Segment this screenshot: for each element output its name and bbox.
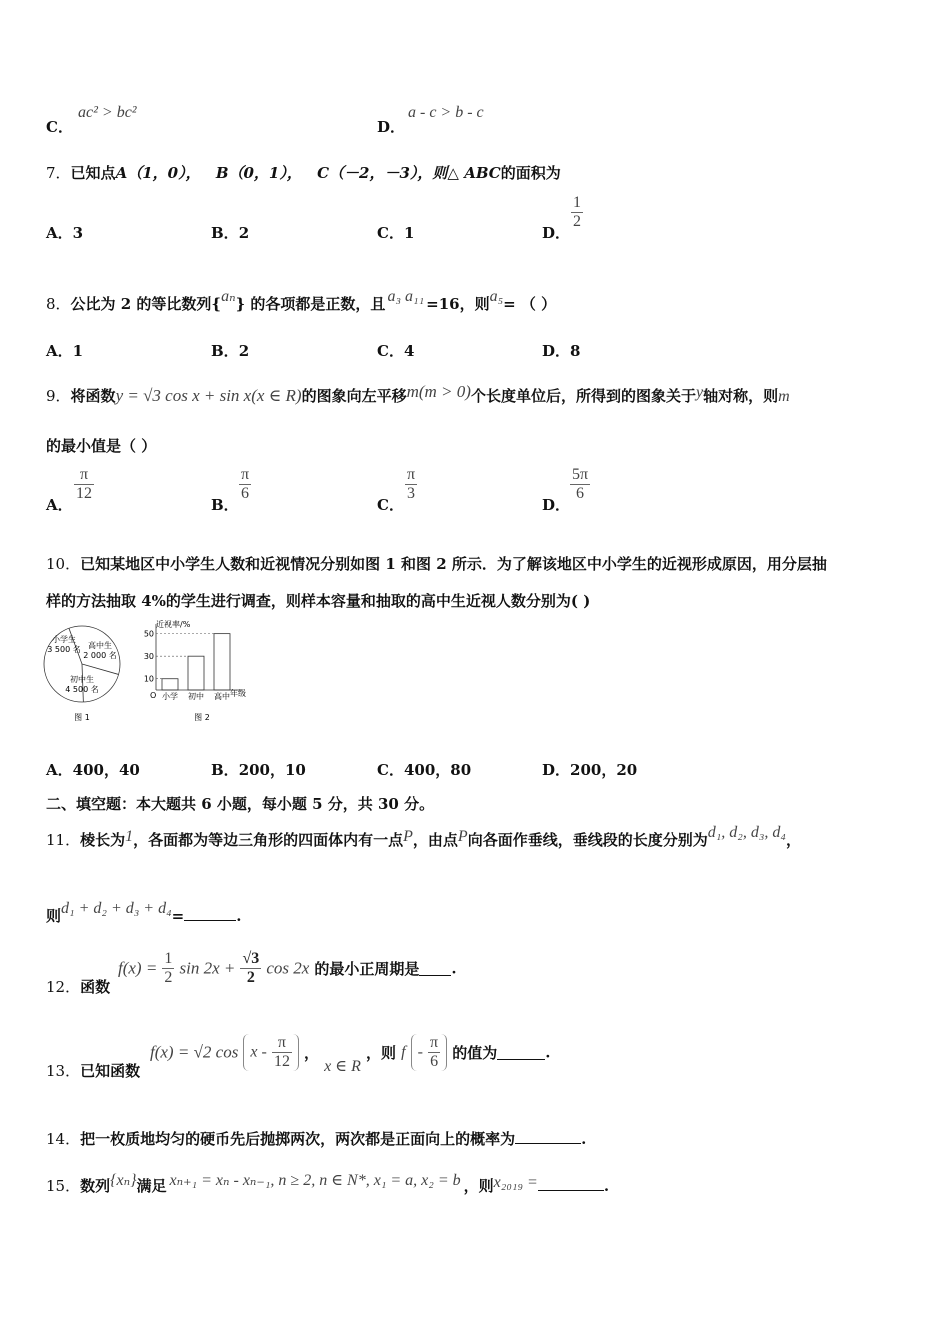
- q13-formula: f(x) = √2 cos x - $\frac{\pi}{12}$ ， x ∈ R ，则 f - $\frac{\pi}{6}$ 的值为 .: [150, 1034, 551, 1075]
- q9-option-d: D．: [542, 496, 571, 514]
- q10-option-d: D．200，20: [542, 761, 638, 779]
- q7-option-b: B．2: [211, 224, 250, 242]
- q13-paren-2: - $\frac{\pi}{6}$: [411, 1034, 448, 1071]
- bar-ytick-0: 10: [143, 674, 154, 684]
- bar-1: [188, 656, 204, 690]
- figure-2-bar-chart: [142, 618, 252, 724]
- pie-sub-middle: 4 500 名: [65, 685, 99, 694]
- q15-answer-blank[interactable]: [538, 1176, 604, 1191]
- question-15: 15．数列{xₙ}满足 xₙ₊₁ = xₙ - xₙ₋₁, n ≥ 2, n ∈ N*, x₁ = a, x₂ = b ，则x₂₀₁₉ = .: [46, 1172, 610, 1195]
- q9-option-c-fraction: $\frac{\pi}{3}$: [407, 466, 416, 502]
- q9-option-c: C．: [377, 496, 404, 514]
- q7-option-c: C．1: [377, 224, 415, 242]
- bar-0: [162, 679, 178, 690]
- q13-paren: x - $\frac{\pi}{12}$: [243, 1034, 299, 1071]
- q8-option-a: A．1: [46, 342, 84, 360]
- q6-option-c: C．: [46, 118, 73, 136]
- q8-option-c: C．4: [377, 342, 415, 360]
- question-13: 13．已知函数: [46, 1062, 141, 1080]
- bar-ytick-1: 30: [143, 652, 154, 662]
- q9-option-d-fraction: $\frac{5\pi}{6}$: [572, 466, 589, 502]
- pie-sub-primary: 3 500 名: [47, 645, 81, 654]
- bar-origin: O: [150, 691, 157, 700]
- q6-option-d-math: a - c > b - c: [408, 104, 484, 121]
- figure-2-caption: 图 2: [194, 713, 210, 722]
- q11-answer-blank[interactable]: [184, 906, 236, 921]
- bar-category-0: 小学: [162, 692, 178, 701]
- q9-option-a: A．: [46, 496, 73, 514]
- q12-frac-half: $\frac{1}{2}$: [164, 950, 173, 986]
- q13-frac: $\frac{\pi}{12}$: [273, 1034, 290, 1070]
- q6-option-d: D．: [377, 118, 406, 136]
- question-14: 14．把一枚质地均匀的硬币先后抛掷两次，两次都是正面向上的概率为 .: [46, 1130, 587, 1148]
- q7-option-a: A．3: [46, 224, 84, 242]
- q8-option-d: D．8: [542, 342, 581, 360]
- q14-answer-blank[interactable]: [515, 1129, 581, 1144]
- bar-category-1: 初中: [188, 692, 204, 701]
- pie-label-primary: 小学生: [52, 635, 76, 644]
- q10-option-a: A．400，40: [46, 761, 140, 779]
- q9-option-a-fraction: $\frac{\pi}{12}$: [76, 466, 92, 502]
- q10-option-b: B．200，10: [211, 761, 306, 779]
- q9-option-b: B．: [211, 496, 239, 514]
- pie-label-middle: 初中生: [70, 675, 94, 684]
- pie-slice-boundary-1: [82, 664, 119, 674]
- q7-option-d: D．: [542, 224, 571, 242]
- pie-label-high: 高中生: [88, 641, 112, 650]
- pie-sub-high: 2 000 名: [83, 651, 117, 660]
- question-9-line2: 的最小值是（ ）: [46, 437, 157, 455]
- q6-option-c-math: ac² > bc²: [78, 104, 137, 121]
- bar-group: [144, 624, 242, 701]
- question-11: 11．棱长为1，各面都为等边三角形的四面体内有一点P，由点P向各面作垂线，垂线段的长度分别为d₁, d₂, d₃, d₄，: [46, 824, 801, 849]
- q12-frac-root3: $\frac{√3}{2}$: [242, 950, 260, 986]
- q13-answer-blank[interactable]: [497, 1045, 545, 1060]
- bar-ytick-2: 50: [143, 629, 154, 639]
- question-10: 10．已知某地区中小学生人数和近视情况分别如图 1 和图 2 所示．为了解该地区中小学生的近视形成原因，用分层抽: [46, 555, 827, 573]
- q8-option-b: B．2: [211, 342, 250, 360]
- figure-1-pie-chart: [42, 618, 122, 724]
- question-10-line2: 样的方法抽取 4%的学生进行调查，则样本容量和抽取的高中生近视人数分别为( ): [46, 592, 591, 610]
- q7-option-d-fraction: $\frac{1}{2}$: [573, 194, 581, 230]
- question-12: 12．函数: [46, 978, 111, 996]
- question-7: 7．已知点A（1，0）， B（0，1）， C（－2，－3），则△ ABC的面积为: [46, 164, 561, 182]
- q12-answer-blank[interactable]: [419, 961, 451, 976]
- bar-category-2: 高中: [214, 692, 230, 701]
- question-11-line2: 则d₁ + d₂ + d₃ + d₄= .: [46, 900, 242, 925]
- q13-frac-2: $\frac{\pi}{6}$: [430, 1034, 439, 1070]
- q12-formula: f(x) = $\frac{1}{2}$ sin 2x + $\frac{√3}{2}$ cos 2x 的最小正周期是 .: [118, 950, 457, 986]
- q10-option-c: C．400，80: [377, 761, 472, 779]
- section-2-heading: 二、填空题：本大题共 6 小题，每小题 5 分，共 30 分。: [46, 795, 435, 813]
- bar-xlabel: 年级: [230, 689, 246, 698]
- question-8: 8．公比为 2 的等比数列{aₙ} 的各项都是正数，且 a₃ a₁₁ =16，则a₅= （ ）: [46, 288, 557, 313]
- bar-2: [214, 634, 230, 690]
- q9-option-b-fraction: $\frac{\pi}{6}$: [241, 466, 250, 502]
- figure-1-caption: 图 1: [74, 713, 90, 722]
- bar-ylabel: 近视率/%: [156, 620, 191, 629]
- question-9: 9．将函数y = √3 cos x + sin x(x ∈ R)的图象向左平移m(m > 0)个长度单位后，所得到的图象关于y轴对称，则m: [46, 382, 790, 405]
